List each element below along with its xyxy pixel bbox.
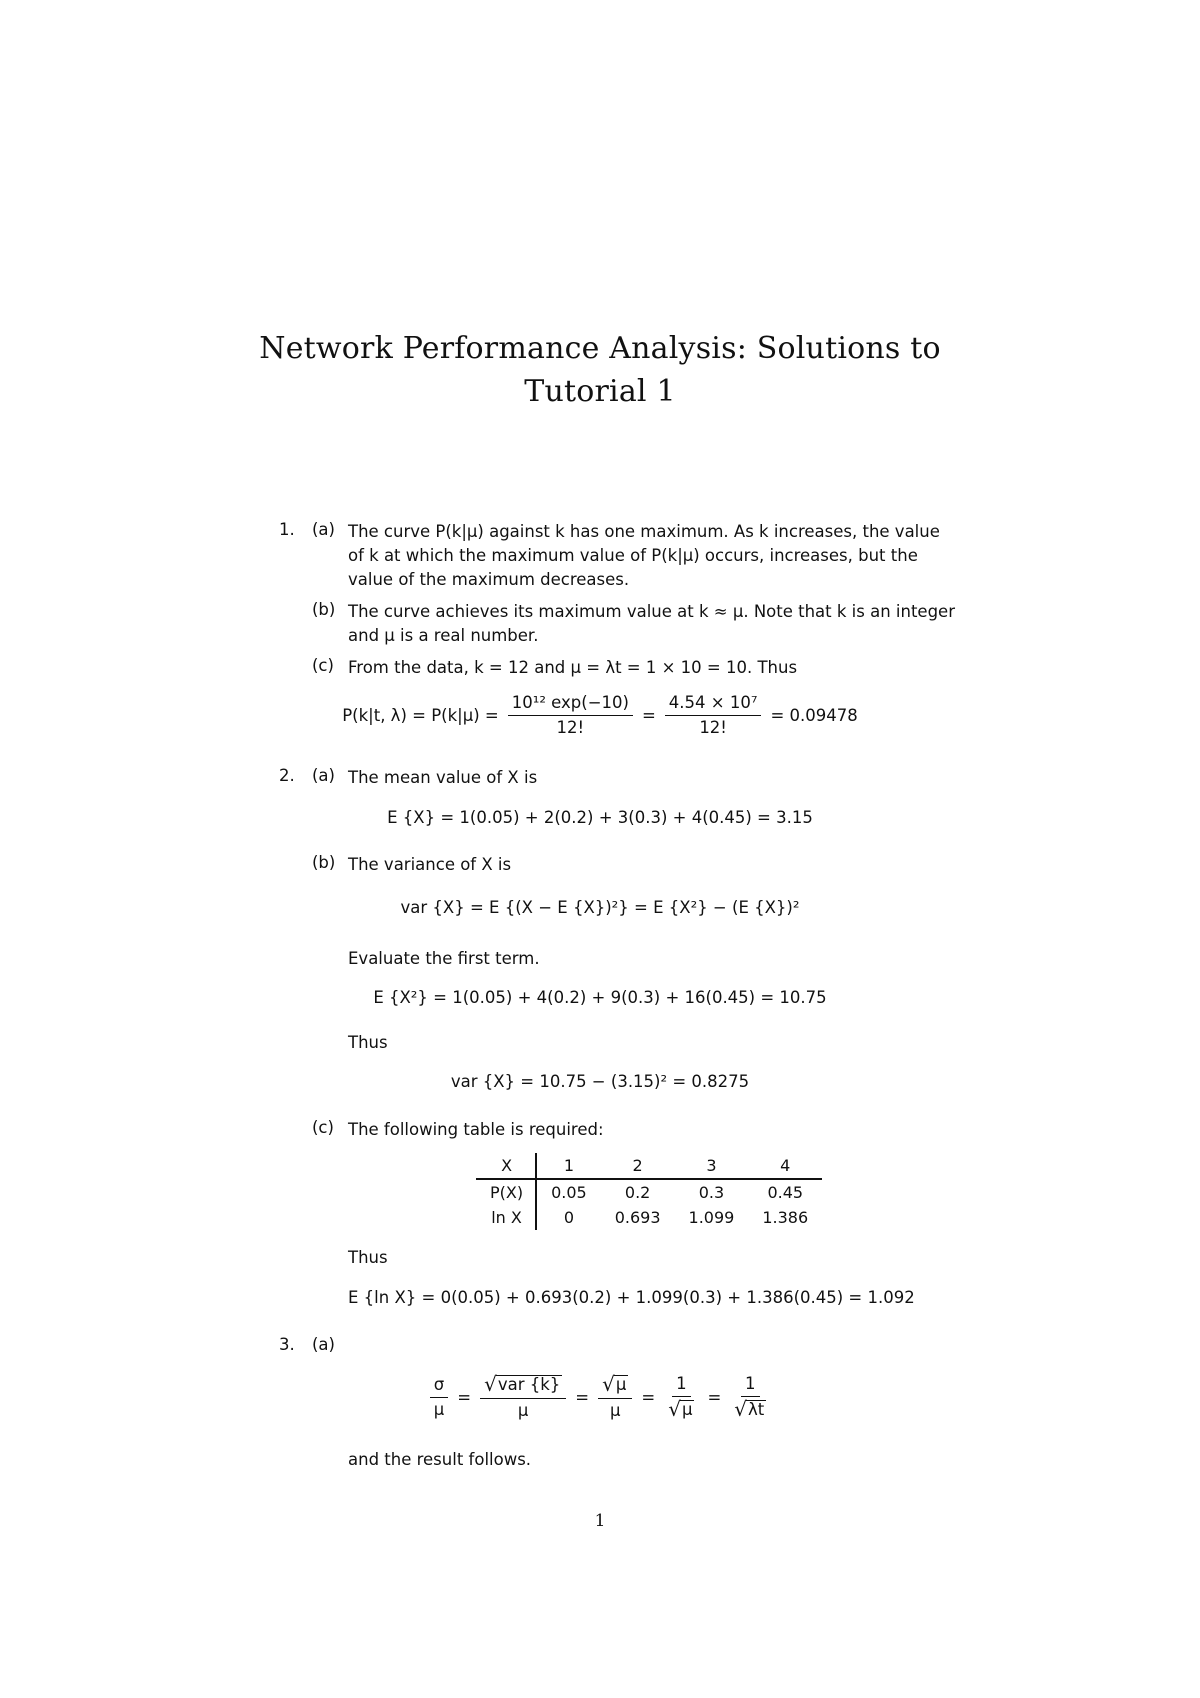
q2-a-label: (a) <box>312 766 335 785</box>
q2-a-text: The mean value of X is <box>348 768 538 787</box>
table-cell: 0.3 <box>698 1183 725 1202</box>
table-header-cell: X <box>476 1153 536 1179</box>
q1-c-frac1-numerator: 10¹² exp(−10) <box>508 693 633 716</box>
table-header-cell: 1 <box>536 1153 601 1179</box>
q3-fraction-one-over-sqrt-mu <box>664 1374 698 1421</box>
q2-b-equation: var {X} = E {(X − E {X})²} = E {X²} − (E {X})² <box>400 898 800 917</box>
q2-b-text-2: Evaluate the first term. <box>348 949 540 968</box>
equals-sign: = <box>575 1388 590 1407</box>
q2-b-equation-3: var {X} = 10.75 − (3.15)² = 0.8275 <box>450 1072 750 1091</box>
q1-c-frac2-denominator: 12! <box>699 718 727 737</box>
table-header-row <box>476 1153 822 1179</box>
sqrt-sign-icon: √ μ <box>668 1397 693 1421</box>
q1-c-label: (c) <box>312 656 334 675</box>
q2-a-equation: E {X} = 1(0.05) + 2(0.2) + 3(0.3) + 4(0.45) = 3.15 <box>387 808 813 827</box>
q1-c-fraction-2 <box>665 693 762 738</box>
table-cell: 1.386 <box>762 1208 809 1227</box>
probability-table <box>476 1153 822 1230</box>
q3-f4-denominator: μ <box>681 1400 693 1419</box>
table-cell: 0.2 <box>624 1183 651 1202</box>
q3-fraction-sqrt-var <box>480 1374 566 1421</box>
q3-f2-denominator: μ <box>517 1401 529 1420</box>
sqrt-sign-icon: √ μ <box>602 1372 627 1396</box>
q1-a-label: (a) <box>312 520 335 539</box>
title-line-2: Tutorial 1 <box>524 374 676 409</box>
q3-fraction-one-over-sqrt-lambda-t <box>730 1374 770 1421</box>
q2-b-text: The variance of X is <box>348 855 512 874</box>
q3-f2-numerator: var {k} <box>497 1375 561 1394</box>
q3-f1-denominator: μ <box>433 1400 445 1419</box>
q2-b-text-3: Thus <box>348 1033 388 1052</box>
table-row <box>476 1205 822 1230</box>
q3-f1-numerator: σ <box>430 1375 448 1398</box>
table-header-cell: 4 <box>748 1153 822 1179</box>
table-cell: 1.099 <box>688 1208 735 1227</box>
table-row-label: ln X <box>476 1205 536 1230</box>
q3-f3-numerator: μ <box>615 1375 627 1394</box>
equals-sign: = <box>641 1388 656 1407</box>
q2-c-text: The following table is required: <box>348 1120 604 1139</box>
q3-f5-numerator: 1 <box>741 1374 760 1397</box>
table-cell: 0.693 <box>614 1208 661 1227</box>
q2-c-label: (c) <box>312 1118 334 1137</box>
q3-fraction-sigma-mu <box>430 1375 449 1420</box>
q1-c-frac2-numerator: 4.54 × 10⁷ <box>665 693 762 716</box>
q1-c-eq-result: = 0.09478 <box>770 706 858 725</box>
q2-c-equation: E {ln X} = 0(0.05) + 0.693(0.2) + 1.099(0.3) + 1.386(0.45) = 1.092 <box>348 1288 915 1307</box>
table-cell: 0 <box>563 1208 574 1227</box>
table-header-cell: 2 <box>601 1153 675 1179</box>
equals-sign: = <box>707 1388 722 1407</box>
table-row <box>476 1179 822 1205</box>
question-3-number: 3. <box>279 1335 295 1354</box>
question-1-number: 1. <box>279 520 295 539</box>
q2-c-text-2: Thus <box>348 1248 388 1267</box>
q3-f5-denominator: λt <box>748 1400 765 1419</box>
q3-f3-denominator: μ <box>609 1401 621 1420</box>
q1-c-equation <box>0 693 1200 738</box>
q3-f4-numerator: 1 <box>672 1374 691 1397</box>
q1-c-text: From the data, k = 12 and μ = λt = 1 × 10 = 10. Thus <box>348 658 798 677</box>
q1-a-text: The curve P(k|μ) against k has one maximum. As k increases, the value of k at which the maximum value of P(k|μ) occurs, increases, but the value of the maximum decreases. <box>348 522 940 589</box>
q1-b-text: The curve achieves its maximum value at k ≈ μ. Note that k is an integer and μ is a real number. <box>348 602 955 645</box>
question-2-number: 2. <box>279 766 295 785</box>
table-row-label: P(X) <box>476 1179 536 1205</box>
table-header-cell: 3 <box>675 1153 749 1179</box>
q3-a-text: and the result follows. <box>348 1450 532 1469</box>
q1-c-eq-mid: = <box>641 706 656 725</box>
q1-c-frac1-denominator: 12! <box>556 718 585 737</box>
q3-a-equation <box>0 1374 1200 1421</box>
table-cell: 0.45 <box>767 1183 804 1202</box>
q1-c-fraction-1 <box>508 693 633 738</box>
page-number: 1 <box>594 1511 606 1531</box>
q2-b-label: (b) <box>312 853 336 872</box>
q3-fraction-sqrt-mu <box>598 1374 632 1421</box>
q1-c-eq-lhs: P(k|t, λ) = P(k|μ) = <box>342 706 499 725</box>
table-cell: 0.05 <box>551 1183 587 1202</box>
equals-sign: = <box>457 1388 472 1407</box>
sqrt-sign-icon: √ λt <box>734 1397 765 1421</box>
title-line-1: Network Performance Analysis: Solutions to <box>259 331 941 366</box>
q3-a-label: (a) <box>312 1335 335 1354</box>
q1-b-label: (b) <box>312 600 336 619</box>
sqrt-sign-icon: √ var {k} <box>484 1372 561 1396</box>
q2-b-equation-2: E {X²} = 1(0.05) + 4(0.2) + 9(0.3) + 16(0.45) = 10.75 <box>373 988 827 1007</box>
